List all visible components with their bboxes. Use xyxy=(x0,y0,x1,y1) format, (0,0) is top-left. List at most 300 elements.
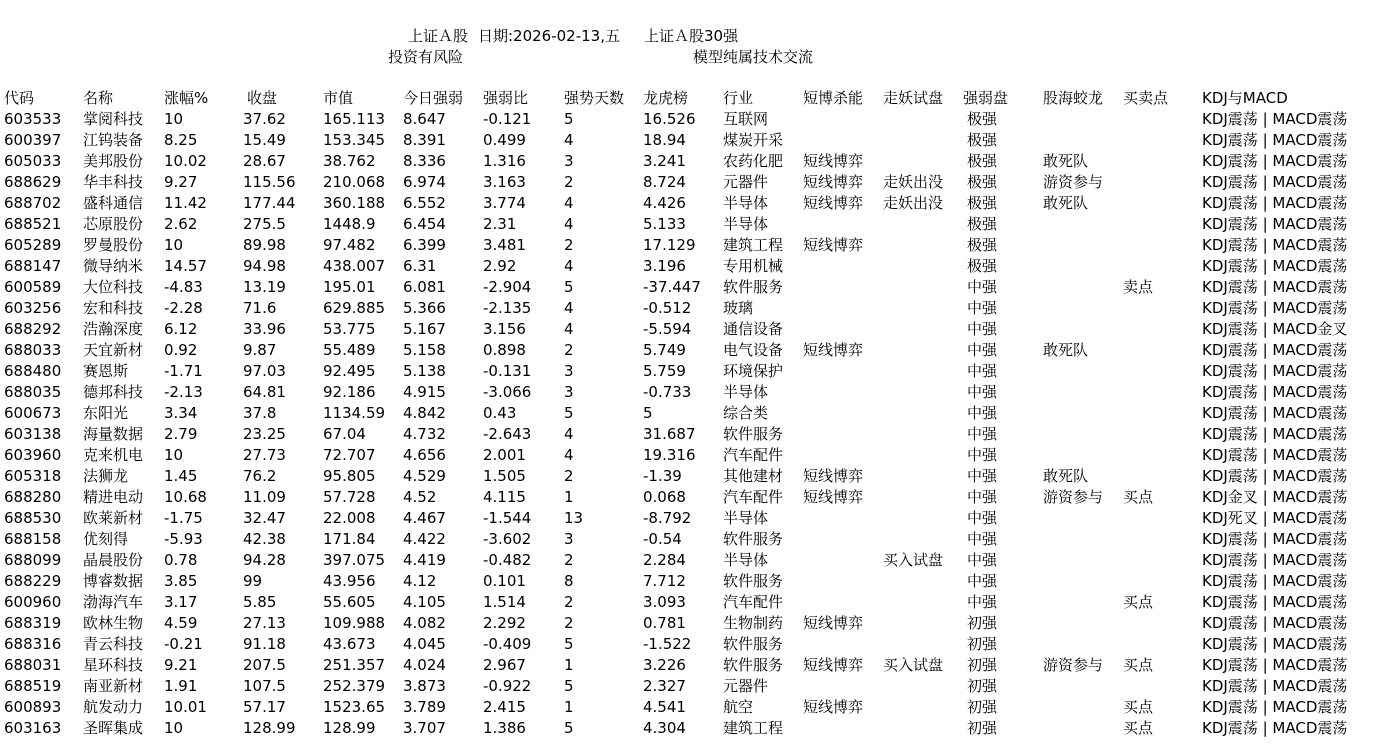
cell-kdj-macd: KDJ震荡 | MACD震荡 xyxy=(1202,530,1348,548)
cell-strength-ratio: 2.292 xyxy=(483,614,526,632)
cell-close: 94.28 xyxy=(243,551,286,569)
cell-strong-days: 3 xyxy=(564,530,574,548)
cell-close: 207.5 xyxy=(243,656,286,674)
cell-market-cap: 195.01 xyxy=(323,278,376,296)
cell-code: 688033 xyxy=(4,341,62,359)
cell-name: 渤海汽车 xyxy=(83,593,144,611)
cell-strong-days: 2 xyxy=(564,341,574,359)
cell-strength-level: 中强 xyxy=(967,299,998,317)
cell-industry: 农药化肥 xyxy=(723,152,784,170)
cell-strength-level: 极强 xyxy=(967,110,998,128)
cell-name: 博睿数据 xyxy=(83,572,144,590)
cell-dragon-tiger: -0.512 xyxy=(643,299,692,317)
cell-strength-level: 极强 xyxy=(967,215,998,233)
cell-strength-ratio: -2.643 xyxy=(483,425,532,443)
cell-close: 91.18 xyxy=(243,635,286,653)
cell-kdj-macd: KDJ震荡 | MACD震荡 xyxy=(1202,404,1348,422)
cell-strong-days: 3 xyxy=(564,152,574,170)
cell-dragon-tiger: 0.781 xyxy=(643,614,686,632)
cell-trade-point: 买点 xyxy=(1123,719,1154,737)
cell-today-strength: 5.138 xyxy=(403,362,446,380)
cell-strength-level: 初强 xyxy=(967,677,998,695)
cell-strong-days: 4 xyxy=(564,131,574,149)
cell-code: 688158 xyxy=(4,530,62,548)
cell-code: 600673 xyxy=(4,404,62,422)
cell-short-game: 短线博弈 xyxy=(803,656,864,674)
cell-name: 大位科技 xyxy=(83,278,144,296)
cell-close: 37.62 xyxy=(243,110,286,128)
cell-change-pct: -1.71 xyxy=(164,362,203,380)
cell-strength-level: 极强 xyxy=(967,236,998,254)
cell-industry: 软件服务 xyxy=(723,425,784,443)
cell-change-pct: 8.25 xyxy=(164,131,198,149)
cell-market-cap: 97.482 xyxy=(323,236,376,254)
cell-market-cap: 55.489 xyxy=(323,341,376,359)
cell-strength-level: 中强 xyxy=(967,320,998,338)
cell-code: 603163 xyxy=(4,719,62,737)
cell-strong-days: 3 xyxy=(564,383,574,401)
cell-strength-ratio: 4.115 xyxy=(483,488,526,506)
cell-industry: 综合类 xyxy=(723,404,769,422)
cell-strength-ratio: 0.898 xyxy=(483,341,526,359)
cell-change-pct: -1.75 xyxy=(164,509,203,527)
cell-market-cap: 92.495 xyxy=(323,362,376,380)
cell-code: 688319 xyxy=(4,614,62,632)
cell-industry: 电气设备 xyxy=(723,341,784,359)
cell-today-strength: 3.707 xyxy=(403,719,446,737)
column-header-strength-ratio[interactable]: 强弱比 xyxy=(483,89,529,107)
column-header-change-pct[interactable]: 涨幅% xyxy=(164,89,209,107)
cell-market-cap: 128.99 xyxy=(323,719,376,737)
cell-name: 天宜新材 xyxy=(83,341,144,359)
cell-strength-level: 初强 xyxy=(967,719,998,737)
cell-strength-ratio: 1.316 xyxy=(483,152,526,170)
cell-kdj-macd: KDJ震荡 | MACD震荡 xyxy=(1202,299,1348,317)
cell-close: 64.81 xyxy=(243,383,286,401)
cell-strong-days: 2 xyxy=(564,551,574,569)
cell-code: 688147 xyxy=(4,257,62,275)
cell-change-pct: 0.78 xyxy=(164,551,198,569)
cell-today-strength: 6.454 xyxy=(403,215,446,233)
cell-strength-level: 中强 xyxy=(967,488,998,506)
cell-strong-days: 5 xyxy=(564,635,574,653)
column-header-industry[interactable]: 行业 xyxy=(723,89,754,107)
cell-code: 688280 xyxy=(4,488,62,506)
cell-industry: 互联网 xyxy=(723,110,769,128)
title-market: 上证Ａ股 xyxy=(408,27,469,45)
cell-close: 23.25 xyxy=(243,425,286,443)
column-header-dragon-tiger[interactable]: 龙虎榜 xyxy=(643,89,689,107)
cell-close: 37.8 xyxy=(243,404,277,422)
cell-kdj-macd: KDJ震荡 | MACD震荡 xyxy=(1202,593,1348,611)
cell-strong-days: 8 xyxy=(564,572,574,590)
cell-market-cap: 92.186 xyxy=(323,383,376,401)
cell-change-pct: 10.01 xyxy=(164,698,207,716)
cell-today-strength: 5.167 xyxy=(403,320,446,338)
column-header-strong-days[interactable]: 强势天数 xyxy=(564,89,625,107)
column-header-kdj-macd[interactable]: KDJ与MACD xyxy=(1202,89,1288,107)
cell-name: 东阳光 xyxy=(83,404,129,422)
cell-dragon-tiger: 4.304 xyxy=(643,719,686,737)
cell-strength-level: 中强 xyxy=(967,446,998,464)
cell-code: 605033 xyxy=(4,152,62,170)
cell-today-strength: 4.082 xyxy=(403,614,446,632)
cell-strength-ratio: 1.505 xyxy=(483,467,526,485)
cell-change-pct: -5.93 xyxy=(164,530,203,548)
cell-dragon-tiger: 7.712 xyxy=(643,572,686,590)
cell-demon-test: 走妖出没 xyxy=(883,173,944,191)
cell-market-cap: 210.068 xyxy=(323,173,386,191)
cell-change-pct: 6.12 xyxy=(164,320,198,338)
cell-market-cap: 22.008 xyxy=(323,509,376,527)
cell-trade-point: 买点 xyxy=(1123,593,1154,611)
cell-change-pct: -2.13 xyxy=(164,383,203,401)
cell-close: 57.17 xyxy=(243,698,286,716)
cell-dragon-tiger: 19.316 xyxy=(643,446,696,464)
cell-code: 688031 xyxy=(4,656,62,674)
cell-trade-point: 买点 xyxy=(1123,488,1154,506)
cell-trade-point: 买点 xyxy=(1123,698,1154,716)
cell-today-strength: 4.419 xyxy=(403,551,446,569)
cell-change-pct: 0.92 xyxy=(164,341,198,359)
cell-market-cap: 38.762 xyxy=(323,152,376,170)
cell-strong-days: 4 xyxy=(564,425,574,443)
cell-market-cap: 1523.65 xyxy=(323,698,386,716)
cell-strength-level: 中强 xyxy=(967,572,998,590)
cell-dragon-tiger: 5.133 xyxy=(643,215,686,233)
cell-today-strength: 4.105 xyxy=(403,593,446,611)
cell-industry: 专用机械 xyxy=(723,257,784,275)
cell-close: 27.13 xyxy=(243,614,286,632)
cell-name: 华丰科技 xyxy=(83,173,144,191)
cell-market-cap: 55.605 xyxy=(323,593,376,611)
cell-strong-days: 4 xyxy=(564,257,574,275)
cell-strength-level: 中强 xyxy=(967,362,998,380)
cell-change-pct: 1.45 xyxy=(164,467,198,485)
cell-today-strength: 4.045 xyxy=(403,635,446,653)
cell-change-pct: 10 xyxy=(164,719,184,737)
cell-today-strength: 4.656 xyxy=(403,446,446,464)
cell-code: 688229 xyxy=(4,572,62,590)
cell-short-game: 短线博弈 xyxy=(803,173,864,191)
cell-short-game: 短线博弈 xyxy=(803,488,864,506)
cell-change-pct: 10.02 xyxy=(164,152,207,170)
column-header-sea-dragon[interactable]: 股海蛟龙 xyxy=(1043,89,1104,107)
cell-market-cap: 165.113 xyxy=(323,110,386,128)
cell-close: 32.47 xyxy=(243,509,286,527)
cell-dragon-tiger: -8.792 xyxy=(643,509,692,527)
cell-change-pct: 9.27 xyxy=(164,173,198,191)
cell-short-game: 短线博弈 xyxy=(803,467,864,485)
cell-name: 精进电动 xyxy=(83,488,144,506)
cell-strength-ratio: 3.156 xyxy=(483,320,526,338)
cell-change-pct: 11.42 xyxy=(164,194,207,212)
cell-close: 11.09 xyxy=(243,488,286,506)
cell-strength-level: 中强 xyxy=(967,509,998,527)
cell-strength-level: 中强 xyxy=(967,551,998,569)
cell-sea-dragon: 游资参与 xyxy=(1043,173,1104,191)
cell-market-cap: 360.188 xyxy=(323,194,386,212)
cell-sea-dragon: 敢死队 xyxy=(1043,194,1089,212)
cell-market-cap: 95.805 xyxy=(323,467,376,485)
cell-change-pct: 10 xyxy=(164,446,184,464)
cell-strength-ratio: -0.121 xyxy=(483,110,532,128)
cell-industry: 生物制药 xyxy=(723,614,784,632)
cell-strength-ratio: 2.31 xyxy=(483,215,517,233)
cell-market-cap: 1134.59 xyxy=(323,404,386,422)
column-header-market-cap[interactable]: 市值 xyxy=(323,89,354,107)
cell-industry: 元器件 xyxy=(723,173,769,191)
cell-market-cap: 629.885 xyxy=(323,299,386,317)
cell-market-cap: 397.075 xyxy=(323,551,386,569)
column-header-name[interactable]: 名称 xyxy=(83,89,114,107)
cell-industry: 软件服务 xyxy=(723,656,784,674)
cell-industry: 环境保护 xyxy=(723,362,784,380)
cell-strength-ratio: 0.499 xyxy=(483,131,526,149)
cell-change-pct: 3.85 xyxy=(164,572,198,590)
cell-short-game: 短线博弈 xyxy=(803,698,864,716)
cell-strength-level: 极强 xyxy=(967,152,998,170)
cell-industry: 汽车配件 xyxy=(723,488,784,506)
cell-dragon-tiger: 3.241 xyxy=(643,152,686,170)
cell-close: 128.99 xyxy=(243,719,296,737)
cell-industry: 半导体 xyxy=(723,194,769,212)
cell-name: 江钨装备 xyxy=(83,131,144,149)
cell-sea-dragon: 游资参与 xyxy=(1043,656,1104,674)
cell-strong-days: 5 xyxy=(564,404,574,422)
cell-code: 688519 xyxy=(4,677,62,695)
cell-strong-days: 1 xyxy=(564,488,574,506)
column-header-trade-point[interactable]: 买卖点 xyxy=(1123,89,1169,107)
cell-name: 青云科技 xyxy=(83,635,144,653)
column-header-demon-test[interactable]: 走妖试盘 xyxy=(883,89,944,107)
cell-strength-ratio: -0.922 xyxy=(483,677,532,695)
cell-kdj-macd: KDJ震荡 | MACD震荡 xyxy=(1202,425,1348,443)
cell-strong-days: 5 xyxy=(564,677,574,695)
cell-change-pct: 10.68 xyxy=(164,488,207,506)
cell-strength-level: 极强 xyxy=(967,257,998,275)
cell-strength-level: 极强 xyxy=(967,131,998,149)
cell-today-strength: 8.647 xyxy=(403,110,446,128)
cell-close: 115.56 xyxy=(243,173,296,191)
cell-name: 海量数据 xyxy=(83,425,144,443)
column-header-short-game[interactable]: 短博杀能 xyxy=(803,89,864,107)
cell-kdj-macd: KDJ震荡 | MACD震荡 xyxy=(1202,110,1348,128)
cell-trade-point: 买点 xyxy=(1123,656,1154,674)
cell-kdj-macd: KDJ震荡 | MACD震荡 xyxy=(1202,173,1348,191)
cell-kdj-macd: KDJ震荡 | MACD震荡 xyxy=(1202,131,1348,149)
cell-strong-days: 2 xyxy=(564,467,574,485)
title-board: 上证Ａ股30强 xyxy=(644,27,739,45)
cell-strength-ratio: -2.135 xyxy=(483,299,532,317)
cell-kdj-macd: KDJ震荡 | MACD震荡 xyxy=(1202,362,1348,380)
cell-market-cap: 1448.9 xyxy=(323,215,376,233)
cell-short-game: 短线博弈 xyxy=(803,152,864,170)
cell-strength-ratio: 0.101 xyxy=(483,572,526,590)
cell-close: 27.73 xyxy=(243,446,286,464)
cell-market-cap: 171.84 xyxy=(323,530,376,548)
cell-strong-days: 5 xyxy=(564,719,574,737)
cell-industry: 软件服务 xyxy=(723,635,784,653)
cell-close: 99 xyxy=(243,572,263,590)
cell-strength-ratio: 3.163 xyxy=(483,173,526,191)
cell-name: 法狮龙 xyxy=(83,467,129,485)
cell-strength-ratio: 2.92 xyxy=(483,257,517,275)
column-header-today-strength[interactable]: 今日强弱 xyxy=(403,89,464,107)
cell-change-pct: -2.28 xyxy=(164,299,203,317)
cell-dragon-tiger: -0.54 xyxy=(643,530,682,548)
cell-dragon-tiger: 31.687 xyxy=(643,425,696,443)
cell-name: 德邦科技 xyxy=(83,383,144,401)
cell-industry: 软件服务 xyxy=(723,278,784,296)
cell-strength-level: 中强 xyxy=(967,530,998,548)
cell-name: 南亚新材 xyxy=(83,677,144,695)
cell-close: 94.98 xyxy=(243,257,286,275)
cell-sea-dragon: 敢死队 xyxy=(1043,467,1089,485)
cell-demon-test: 买入试盘 xyxy=(883,551,944,569)
cell-market-cap: 53.775 xyxy=(323,320,376,338)
cell-industry: 汽车配件 xyxy=(723,446,784,464)
cell-dragon-tiger: 5.749 xyxy=(643,341,686,359)
cell-name: 掌阅科技 xyxy=(83,110,144,128)
cell-kdj-macd: KDJ震荡 | MACD震荡 xyxy=(1202,215,1348,233)
cell-close: 28.67 xyxy=(243,152,286,170)
cell-today-strength: 4.024 xyxy=(403,656,446,674)
cell-today-strength: 6.081 xyxy=(403,278,446,296)
cell-dragon-tiger: 4.426 xyxy=(643,194,686,212)
cell-strength-level: 初强 xyxy=(967,656,998,674)
cell-code: 688292 xyxy=(4,320,62,338)
cell-strong-days: 4 xyxy=(564,320,574,338)
cell-code: 600960 xyxy=(4,593,62,611)
cell-code: 603256 xyxy=(4,299,62,317)
cell-dragon-tiger: 8.724 xyxy=(643,173,686,191)
cell-strength-ratio: -3.602 xyxy=(483,530,532,548)
column-header-strength-level[interactable]: 强弱盘 xyxy=(963,89,1009,107)
cell-trade-point: 卖点 xyxy=(1123,278,1154,296)
cell-strong-days: 5 xyxy=(564,110,574,128)
cell-market-cap: 251.357 xyxy=(323,656,386,674)
cell-strength-ratio: 0.43 xyxy=(483,404,517,422)
cell-strong-days: 13 xyxy=(564,509,584,527)
cell-demon-test: 买入试盘 xyxy=(883,656,944,674)
cell-industry: 半导体 xyxy=(723,551,769,569)
cell-change-pct: 14.57 xyxy=(164,257,207,275)
cell-name: 美邦股份 xyxy=(83,152,144,170)
cell-close: 97.03 xyxy=(243,362,286,380)
cell-sea-dragon: 敢死队 xyxy=(1043,341,1089,359)
cell-code: 688702 xyxy=(4,194,62,212)
cell-market-cap: 43.673 xyxy=(323,635,376,653)
cell-close: 42.38 xyxy=(243,530,286,548)
cell-sea-dragon: 敢死队 xyxy=(1043,152,1089,170)
cell-change-pct: 10 xyxy=(164,236,184,254)
cell-strength-level: 中强 xyxy=(967,278,998,296)
cell-short-game: 短线博弈 xyxy=(803,614,864,632)
cell-strength-ratio: -1.544 xyxy=(483,509,532,527)
cell-dragon-tiger: -1.39 xyxy=(643,467,682,485)
cell-name: 罗曼股份 xyxy=(83,236,144,254)
cell-strong-days: 2 xyxy=(564,614,574,632)
cell-today-strength: 3.873 xyxy=(403,677,446,695)
cell-industry: 元器件 xyxy=(723,677,769,695)
cell-today-strength: 3.789 xyxy=(403,698,446,716)
cell-today-strength: 5.366 xyxy=(403,299,446,317)
cell-today-strength: 4.842 xyxy=(403,404,446,422)
cell-industry: 半导体 xyxy=(723,509,769,527)
cell-market-cap: 67.04 xyxy=(323,425,366,443)
cell-strong-days: 2 xyxy=(564,593,574,611)
cell-dragon-tiger: 3.196 xyxy=(643,257,686,275)
cell-market-cap: 252.379 xyxy=(323,677,386,695)
cell-code: 688521 xyxy=(4,215,62,233)
cell-name: 微导纳米 xyxy=(83,257,144,275)
cell-code: 688099 xyxy=(4,551,62,569)
cell-today-strength: 5.158 xyxy=(403,341,446,359)
cell-close: 71.6 xyxy=(243,299,277,317)
cell-strong-days: 2 xyxy=(564,173,574,191)
cell-sea-dragon: 游资参与 xyxy=(1043,488,1104,506)
cell-strength-ratio: -0.482 xyxy=(483,551,532,569)
cell-strength-ratio: -2.904 xyxy=(483,278,532,296)
cell-close: 89.98 xyxy=(243,236,286,254)
cell-today-strength: 6.974 xyxy=(403,173,446,191)
cell-change-pct: 9.21 xyxy=(164,656,198,674)
cell-dragon-tiger: 17.129 xyxy=(643,236,696,254)
cell-strong-days: 5 xyxy=(564,278,574,296)
cell-close: 15.49 xyxy=(243,131,286,149)
cell-code: 605289 xyxy=(4,236,62,254)
cell-strength-level: 中强 xyxy=(967,593,998,611)
cell-kdj-macd: KDJ震荡 | MACD震荡 xyxy=(1202,446,1348,464)
cell-strong-days: 1 xyxy=(564,656,574,674)
cell-strong-days: 4 xyxy=(564,299,574,317)
cell-today-strength: 4.732 xyxy=(403,425,446,443)
cell-strength-level: 中强 xyxy=(967,467,998,485)
cell-kdj-macd: KDJ震荡 | MACD震荡 xyxy=(1202,719,1348,737)
cell-today-strength: 6.399 xyxy=(403,236,446,254)
cell-close: 5.85 xyxy=(243,593,277,611)
cell-dragon-tiger: -0.733 xyxy=(643,383,692,401)
cell-change-pct: 3.17 xyxy=(164,593,198,611)
cell-market-cap: 72.707 xyxy=(323,446,376,464)
cell-industry: 半导体 xyxy=(723,383,769,401)
cell-name: 圣晖集成 xyxy=(83,719,144,737)
column-header-close[interactable]: 收盘 xyxy=(247,89,278,107)
cell-industry: 建筑工程 xyxy=(723,236,784,254)
cell-kdj-macd: KDJ震荡 | MACD震荡 xyxy=(1202,278,1348,296)
cell-strength-level: 中强 xyxy=(967,404,998,422)
cell-dragon-tiger: 2.284 xyxy=(643,551,686,569)
cell-kdj-macd: KDJ震荡 | MACD震荡 xyxy=(1202,341,1348,359)
cell-today-strength: 8.391 xyxy=(403,131,446,149)
cell-market-cap: 57.728 xyxy=(323,488,376,506)
cell-strength-level: 中强 xyxy=(967,341,998,359)
cell-industry: 玻璃 xyxy=(723,299,754,317)
cell-strength-ratio: 2.967 xyxy=(483,656,526,674)
cell-name: 欧林生物 xyxy=(83,614,144,632)
cell-today-strength: 4.529 xyxy=(403,467,446,485)
cell-name: 克来机电 xyxy=(83,446,144,464)
cell-close: 275.5 xyxy=(243,215,286,233)
title-date: 日期:2026-02-13,五 xyxy=(478,27,620,45)
cell-industry: 建筑工程 xyxy=(723,719,784,737)
column-header-code[interactable]: 代码 xyxy=(4,89,35,107)
cell-kdj-macd: KDJ震荡 | MACD震荡 xyxy=(1202,467,1348,485)
cell-strength-level: 中强 xyxy=(967,383,998,401)
cell-today-strength: 4.467 xyxy=(403,509,446,527)
cell-dragon-tiger: 18.94 xyxy=(643,131,686,149)
